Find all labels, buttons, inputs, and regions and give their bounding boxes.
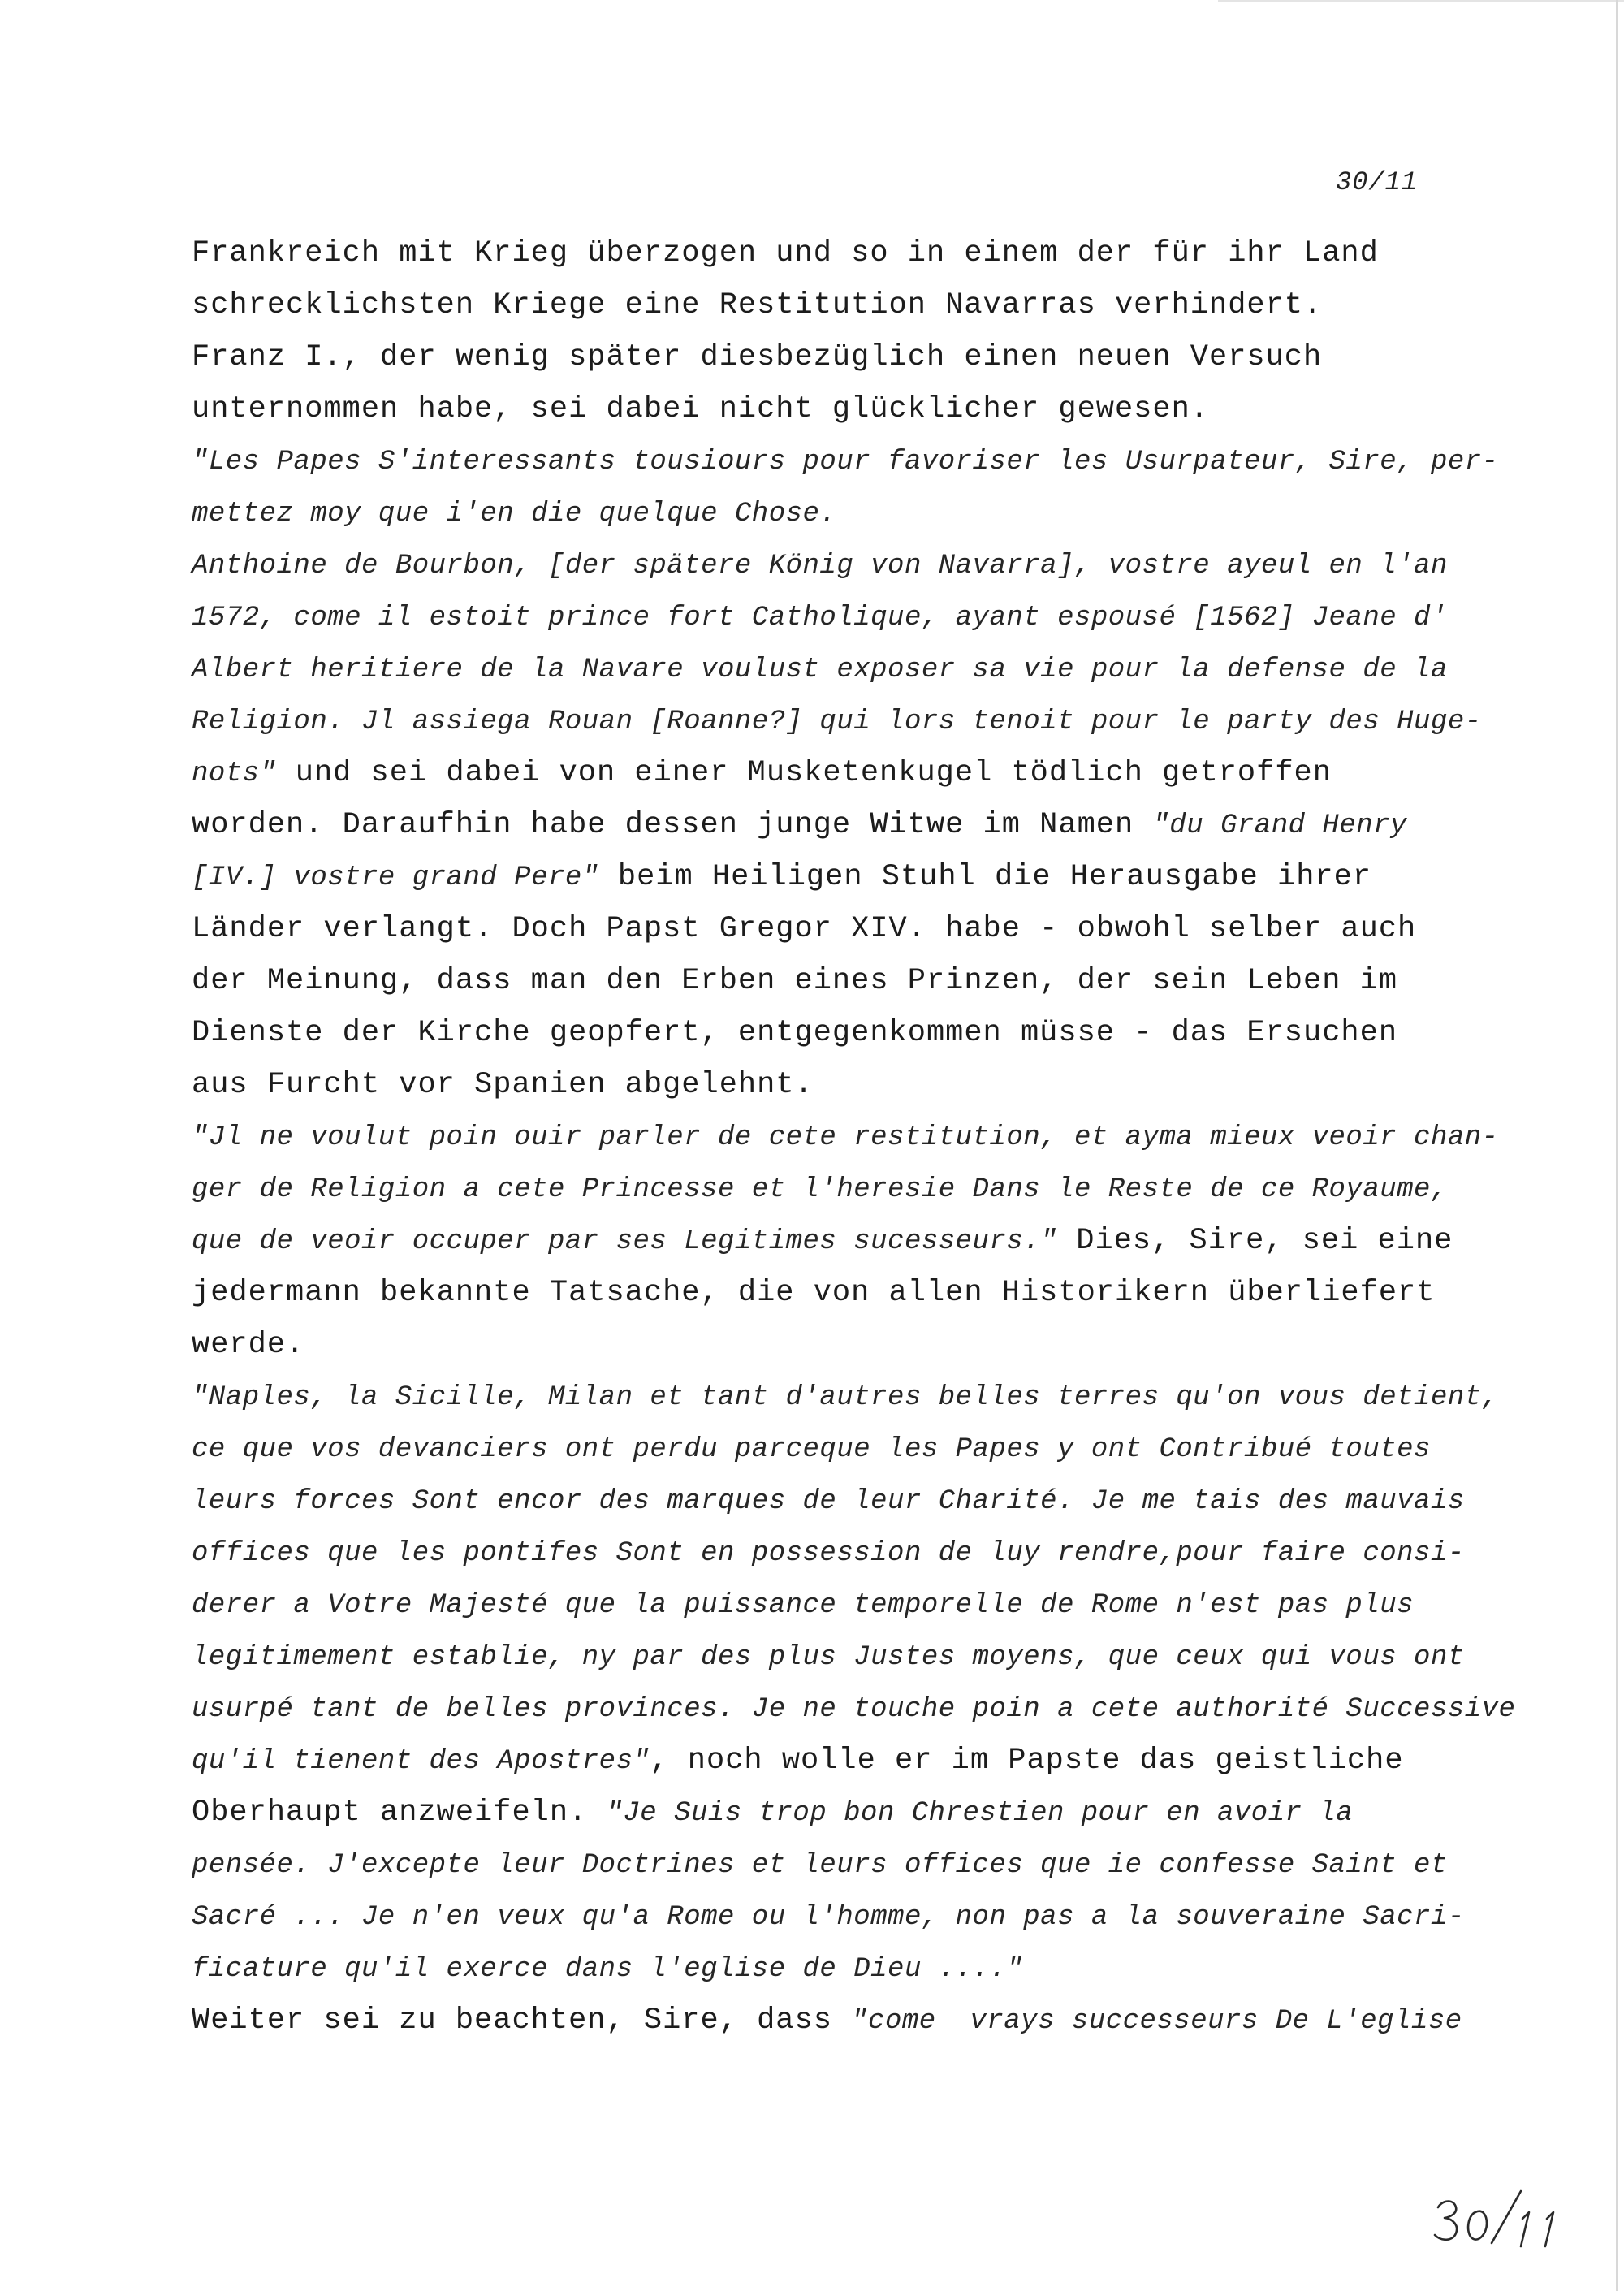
text-line: [192, 1579, 1491, 1631]
text-line: [192, 539, 1491, 591]
french-quotation-segment: "Je Suis trop bon Chrestien pour en avoir la: [606, 1798, 1354, 1829]
text-line: [192, 331, 1491, 383]
text-line: [192, 747, 1491, 799]
handwritten-page-stamp: [1425, 2176, 1571, 2250]
french-quotation-segment: Religion. Jl assiega Rouan [Roanne?] qui lors tenoit pour le party des Huge-: [192, 707, 1482, 737]
text-line: [192, 955, 1491, 1007]
french-quotation-segment: usurpé tant de belles provinces. Je ne touche poin a cete authorité Successive: [192, 1694, 1516, 1725]
text-line: [192, 1839, 1491, 1891]
french-quotation-segment: ger de Religion a cete Princesse et l'heresie Dans le Reste de ce Royaume,: [192, 1174, 1448, 1205]
german-text-segment: werde.: [192, 1328, 305, 1362]
german-text-segment: Oberhaupt anzweifeln.: [192, 1796, 607, 1830]
german-text-segment: beim Heiligen Stuhl die Herausgabe ihrer: [598, 860, 1372, 894]
page-number: 30/11: [1336, 167, 1419, 197]
french-quotation-segment: offices que les pontifes Sont en possession de luy rendre,pour faire consi-: [192, 1538, 1465, 1569]
german-text-segment: unternommen habe, sei dabei nicht glücklicher gewesen.: [192, 392, 1209, 426]
german-text-segment: jedermann bekannte Tatsache, die von allen Historikern überliefert: [192, 1276, 1436, 1310]
german-text-segment: Dies, Sire, sei eine: [1057, 1224, 1453, 1258]
text-line: [192, 591, 1491, 643]
german-text-segment: Weiter sei zu beachten, Sire, dass: [192, 2004, 852, 2038]
text-line: [192, 1371, 1499, 1423]
text-line: [192, 1423, 1491, 1475]
french-quotation-segment: Anthoine de Bourbon, [der spätere König von Navarra], vostre ayeul en l'an: [192, 551, 1448, 581]
text-line: [192, 435, 1499, 487]
page-edge-top: [1218, 0, 1624, 2]
text-line: [192, 1267, 1491, 1319]
french-quotation-segment: ficature qu'il exerce dans l'eglise de Dieu ....": [192, 1954, 1024, 1985]
text-line: [192, 851, 1491, 903]
french-quotation-segment: nots": [192, 759, 277, 789]
french-quotation-segment: "du Grand Henry: [1152, 810, 1407, 841]
body-text: [192, 227, 1516, 2047]
french-quotation-segment: mettez moy que i'en die quelque Chose.: [192, 499, 837, 530]
text-line: [192, 1735, 1491, 1787]
text-line: [192, 903, 1491, 955]
french-quotation-segment: Albert heritiere de la Navare voulust exposer sa vie pour la defense de la: [192, 655, 1448, 685]
text-line: [192, 1995, 1491, 2047]
text-line: [192, 1215, 1491, 1267]
text-line: [192, 799, 1491, 851]
german-text-segment: Dienste der Kirche geopfert, entgegenkommen müsse - das Ersuchen: [192, 1016, 1398, 1050]
german-text-segment: worden. Daraufhin habe dessen junge Witwe im Namen: [192, 808, 1153, 842]
german-text-segment: Frankreich mit Krieg überzogen und so in einem der für ihr Land: [192, 236, 1379, 270]
text-line: [192, 1059, 1491, 1111]
french-quotation-segment: qu'il tienent des Apostres": [192, 1746, 650, 1777]
french-quotation-segment: "Les Papes S'interessants tousiours pour favoriser les Usurpateur, Sire, per-: [192, 447, 1499, 478]
french-quotation-segment: ce que vos devanciers ont perdu parceque les Papes y ont Contribué toutes: [192, 1434, 1431, 1465]
german-text-segment: Länder verlangt. Doch Papst Gregor XIV. habe - obwohl selber auch: [192, 912, 1417, 946]
text-line: [192, 1111, 1499, 1163]
text-line: [192, 695, 1491, 747]
text-line: [192, 1319, 1491, 1371]
french-quotation-segment: que de veoir occuper par ses Legitimes sucesseurs.": [192, 1226, 1058, 1257]
text-line: [192, 279, 1491, 331]
text-line: [192, 1163, 1491, 1215]
text-line: [192, 227, 1491, 279]
french-quotation-segment: Sacré ... Je n'en veux qu'a Rome ou l'homme, non pas a la souveraine Sacri-: [192, 1902, 1465, 1933]
german-text-segment: Franz I., der wenig später diesbezüglich einen neuen Versuch: [192, 340, 1323, 374]
french-quotation-segment: derer a Votre Majesté que la puissance temporelle de Rome n'est pas plus: [192, 1590, 1415, 1621]
french-quotation-segment: legitimement establie, ny par des plus Justes moyens, que ceux qui vous ont: [192, 1642, 1465, 1673]
text-line: [192, 383, 1491, 435]
text-line: [192, 1891, 1491, 1943]
german-text-segment: und sei dabei von einer Musketenkugel tödlich getroffen: [276, 756, 1332, 790]
german-text-segment: schrecklichsten Kriege eine Restitution Navarras verhindert.: [192, 288, 1323, 322]
text-line: [192, 1631, 1491, 1683]
german-text-segment: der Meinung, dass man den Erben eines Prinzen, der sein Leben im: [192, 964, 1398, 998]
french-quotation-segment: "Jl ne voulut poin ouir parler de cete restitution, et ayma mieux veoir chan-: [192, 1122, 1499, 1153]
french-quotation-segment: leurs forces Sont encor des marques de leur Charité. Je me tais des mauvais: [192, 1486, 1465, 1517]
french-quotation-segment: "come vrays successeurs De L'eglise: [851, 2006, 1462, 2037]
french-quotation-segment: 1572, come il estoit prince fort Catholique, ayant espousé [1562] Jeane d': [192, 603, 1448, 633]
text-line: [192, 1475, 1491, 1527]
text-line: [192, 1943, 1491, 1995]
text-line: [192, 487, 1491, 539]
french-quotation-segment: "Naples, la Sicille, Milan et tant d'autres belles terres qu'on vous detient,: [192, 1382, 1499, 1413]
french-quotation-segment: [IV.] vostre grand Pere": [192, 862, 599, 893]
german-text-segment: , noch wolle er im Papste das geistliche: [650, 1744, 1404, 1778]
french-quotation-segment: pensée. J'excepte leur Doctrines et leurs offices que ie confesse Saint et: [192, 1850, 1448, 1881]
german-text-segment: aus Furcht vor Spanien abgelehnt.: [192, 1068, 814, 1102]
text-line: [192, 1007, 1491, 1059]
text-line: [192, 1787, 1491, 1839]
page-edge-right: [1616, 0, 1618, 2291]
text-line: [192, 1683, 1516, 1735]
text-line: [192, 643, 1491, 695]
text-line: [192, 1527, 1491, 1579]
